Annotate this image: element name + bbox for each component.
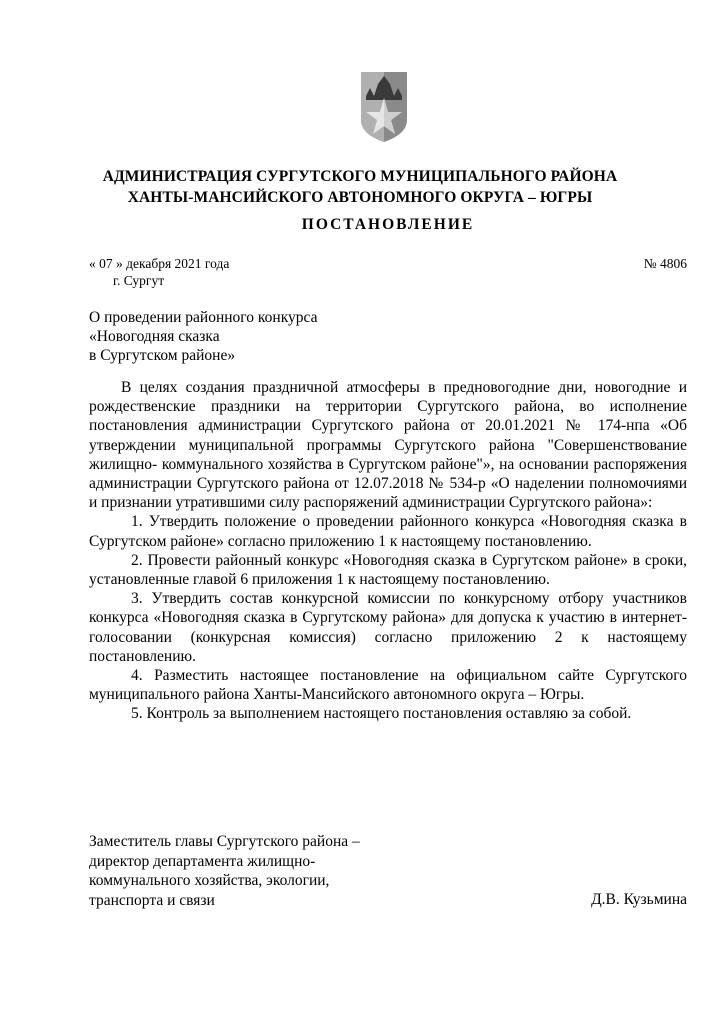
subject-line-3: в Сургутском районе» — [89, 347, 236, 364]
position-line-4: транспорта и связи — [89, 891, 215, 909]
document-date: « 07 » декабря 2021 года — [89, 256, 230, 271]
clause-1: 1. Утвердить положение о проведении районного конкурса «Новогодняя сказка в Сургутском районе» согласно приложению 1 к настоящему постановлению. — [89, 513, 687, 550]
clause-4: 4. Разместить настоящее постановление на официальном сайте Сургутского муниципального района Ханты-Мансийского автономного округа – Югры. — [89, 667, 687, 704]
subject-line-2: «Новогодняя сказка — [89, 328, 220, 345]
signatory-name: Д.В. Кузьмина — [591, 891, 687, 908]
coat-of-arms-icon — [358, 70, 410, 144]
clause-5: 5. Контроль за выполнением настоящего постановления оставляю за собой. — [131, 705, 632, 723]
header-line-1: АДМИНИСТРАЦИЯ СУРГУТСКОГО МУНИЦИПАЛЬНОГО РАЙОНА — [102, 168, 618, 185]
signatory-position — [89, 832, 360, 910]
organization-header — [60, 166, 660, 208]
document-body — [89, 378, 687, 724]
position-line-2: директор департамента жилищно- — [89, 852, 316, 870]
header-line-2: ХАНТЫ-МАНСИЙСКОГО АВТОНОМНОГО ОКРУГА – ЮГРЫ — [127, 189, 593, 206]
document-city: г. Сургут — [113, 273, 165, 288]
document-type: ПОСТАНОВЛЕНИЕ — [301, 216, 475, 233]
position-line-1: Заместитель главы Сургутского района – — [89, 833, 360, 850]
clause-2: 2. Провести районный конкурс «Новогодняя сказка в Сургутском районе» в сроки, установленные главой 6 приложения 1 к настоящему постановлению. — [89, 551, 687, 589]
position-line-3: коммунального хозяйства, экологии, — [89, 872, 330, 890]
clause-3: 3. Утвердить состав конкурсной комиссии по конкурсному отбору участников конкурса «Новогодняя сказка в Сургутскому района» для допуска к участию в интернет-голосовании (конкурсная комиссия) согласно приложению 2 к настоящему постановлению. — [89, 590, 687, 665]
document-number: № 4806 — [643, 256, 687, 271]
document-subject — [89, 308, 317, 365]
intro-paragraph: В целях создания праздничной атмосферы в предновогодние дни, новогодние и рождественские праздники на территории Сургутского района, во исполнение постановления администрации Сургутского района от 20.01.2021 № 174-нпа «Об утверждении муниципальной программы Сургутского района "Совершенствование жилищно- коммунального хозяйства в Сургутском районе"», на основании распоряжения администрации Сургутского района от 12.07.2018 № 534-р «О наделении полномочиями и признании утратившими силу распоряжений администрации Сургутского района»: — [89, 379, 687, 512]
subject-line-1: О проведении районного конкурса — [89, 309, 318, 326]
